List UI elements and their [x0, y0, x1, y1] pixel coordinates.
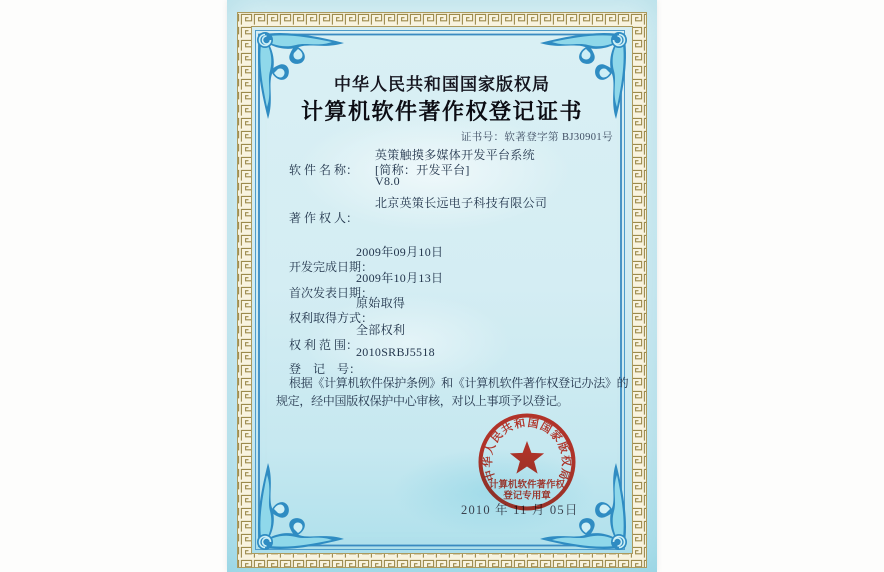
- corner-flourish-bottom-left: [257, 463, 344, 550]
- field-software-name-value: 英策触摸多媒体开发平台系统: [375, 148, 535, 162]
- certificate-number-value: 软著登字第 BJ30901号: [504, 132, 613, 143]
- issuer-name: 中华人民共和国国家版权局: [334, 75, 550, 94]
- field-copyright-owner-value: 北京英策长远电子科技有限公司: [375, 196, 548, 210]
- seal-arc-text: 中华人民共和国国家版权局: [482, 417, 572, 483]
- field-software-name-label: 软 件 名 称：: [289, 163, 359, 177]
- certificate-paper: [227, 0, 657, 572]
- field-software-version: V8.0: [375, 174, 400, 188]
- field-rights-scope-label: 权 利 范 围：: [289, 338, 359, 352]
- certificate-title: 计算机软件著作权登记证书: [300, 99, 583, 124]
- certificate-number: [461, 129, 613, 144]
- seal-line-1: 计算机软件著作权: [488, 480, 566, 491]
- field-first-publish-date-label: 首次发表日期：: [289, 286, 374, 300]
- seal-line-2: 登记专用章: [503, 491, 551, 502]
- field-registration-no-label: 登 记 号：: [289, 362, 362, 376]
- field-first-publish-date-value: 2009年10月13日: [356, 271, 444, 285]
- issue-date: 2010 年 11 月 05日: [461, 503, 579, 517]
- star-icon: [510, 441, 544, 474]
- field-registration-no-value: 2010SRBJ5518: [356, 345, 435, 359]
- field-acquisition-method-value: 原始取得: [356, 296, 406, 310]
- field-acquisition-method-label: 权利取得方式：: [289, 311, 374, 325]
- field-copyright-owner-label: 著 作 权 人：: [289, 211, 359, 225]
- statement-line-2: 规定，经中国版权保护中心审核，对以上事项予以登记。: [276, 394, 569, 408]
- official-seal: [477, 412, 577, 512]
- field-dev-complete-date-label: 开发完成日期：: [289, 260, 374, 274]
- field-software-short-name: [简称：开发平台]: [375, 163, 470, 177]
- field-rights-scope-value: 全部权利: [356, 323, 406, 337]
- certificate-number-label: 证书号：: [460, 132, 505, 143]
- field-dev-complete-date-value: 2009年09月10日: [356, 245, 444, 259]
- statement-line-1: 根据《计算机软件保护条例》和《计算机软件著作权登记办法》的: [289, 376, 629, 390]
